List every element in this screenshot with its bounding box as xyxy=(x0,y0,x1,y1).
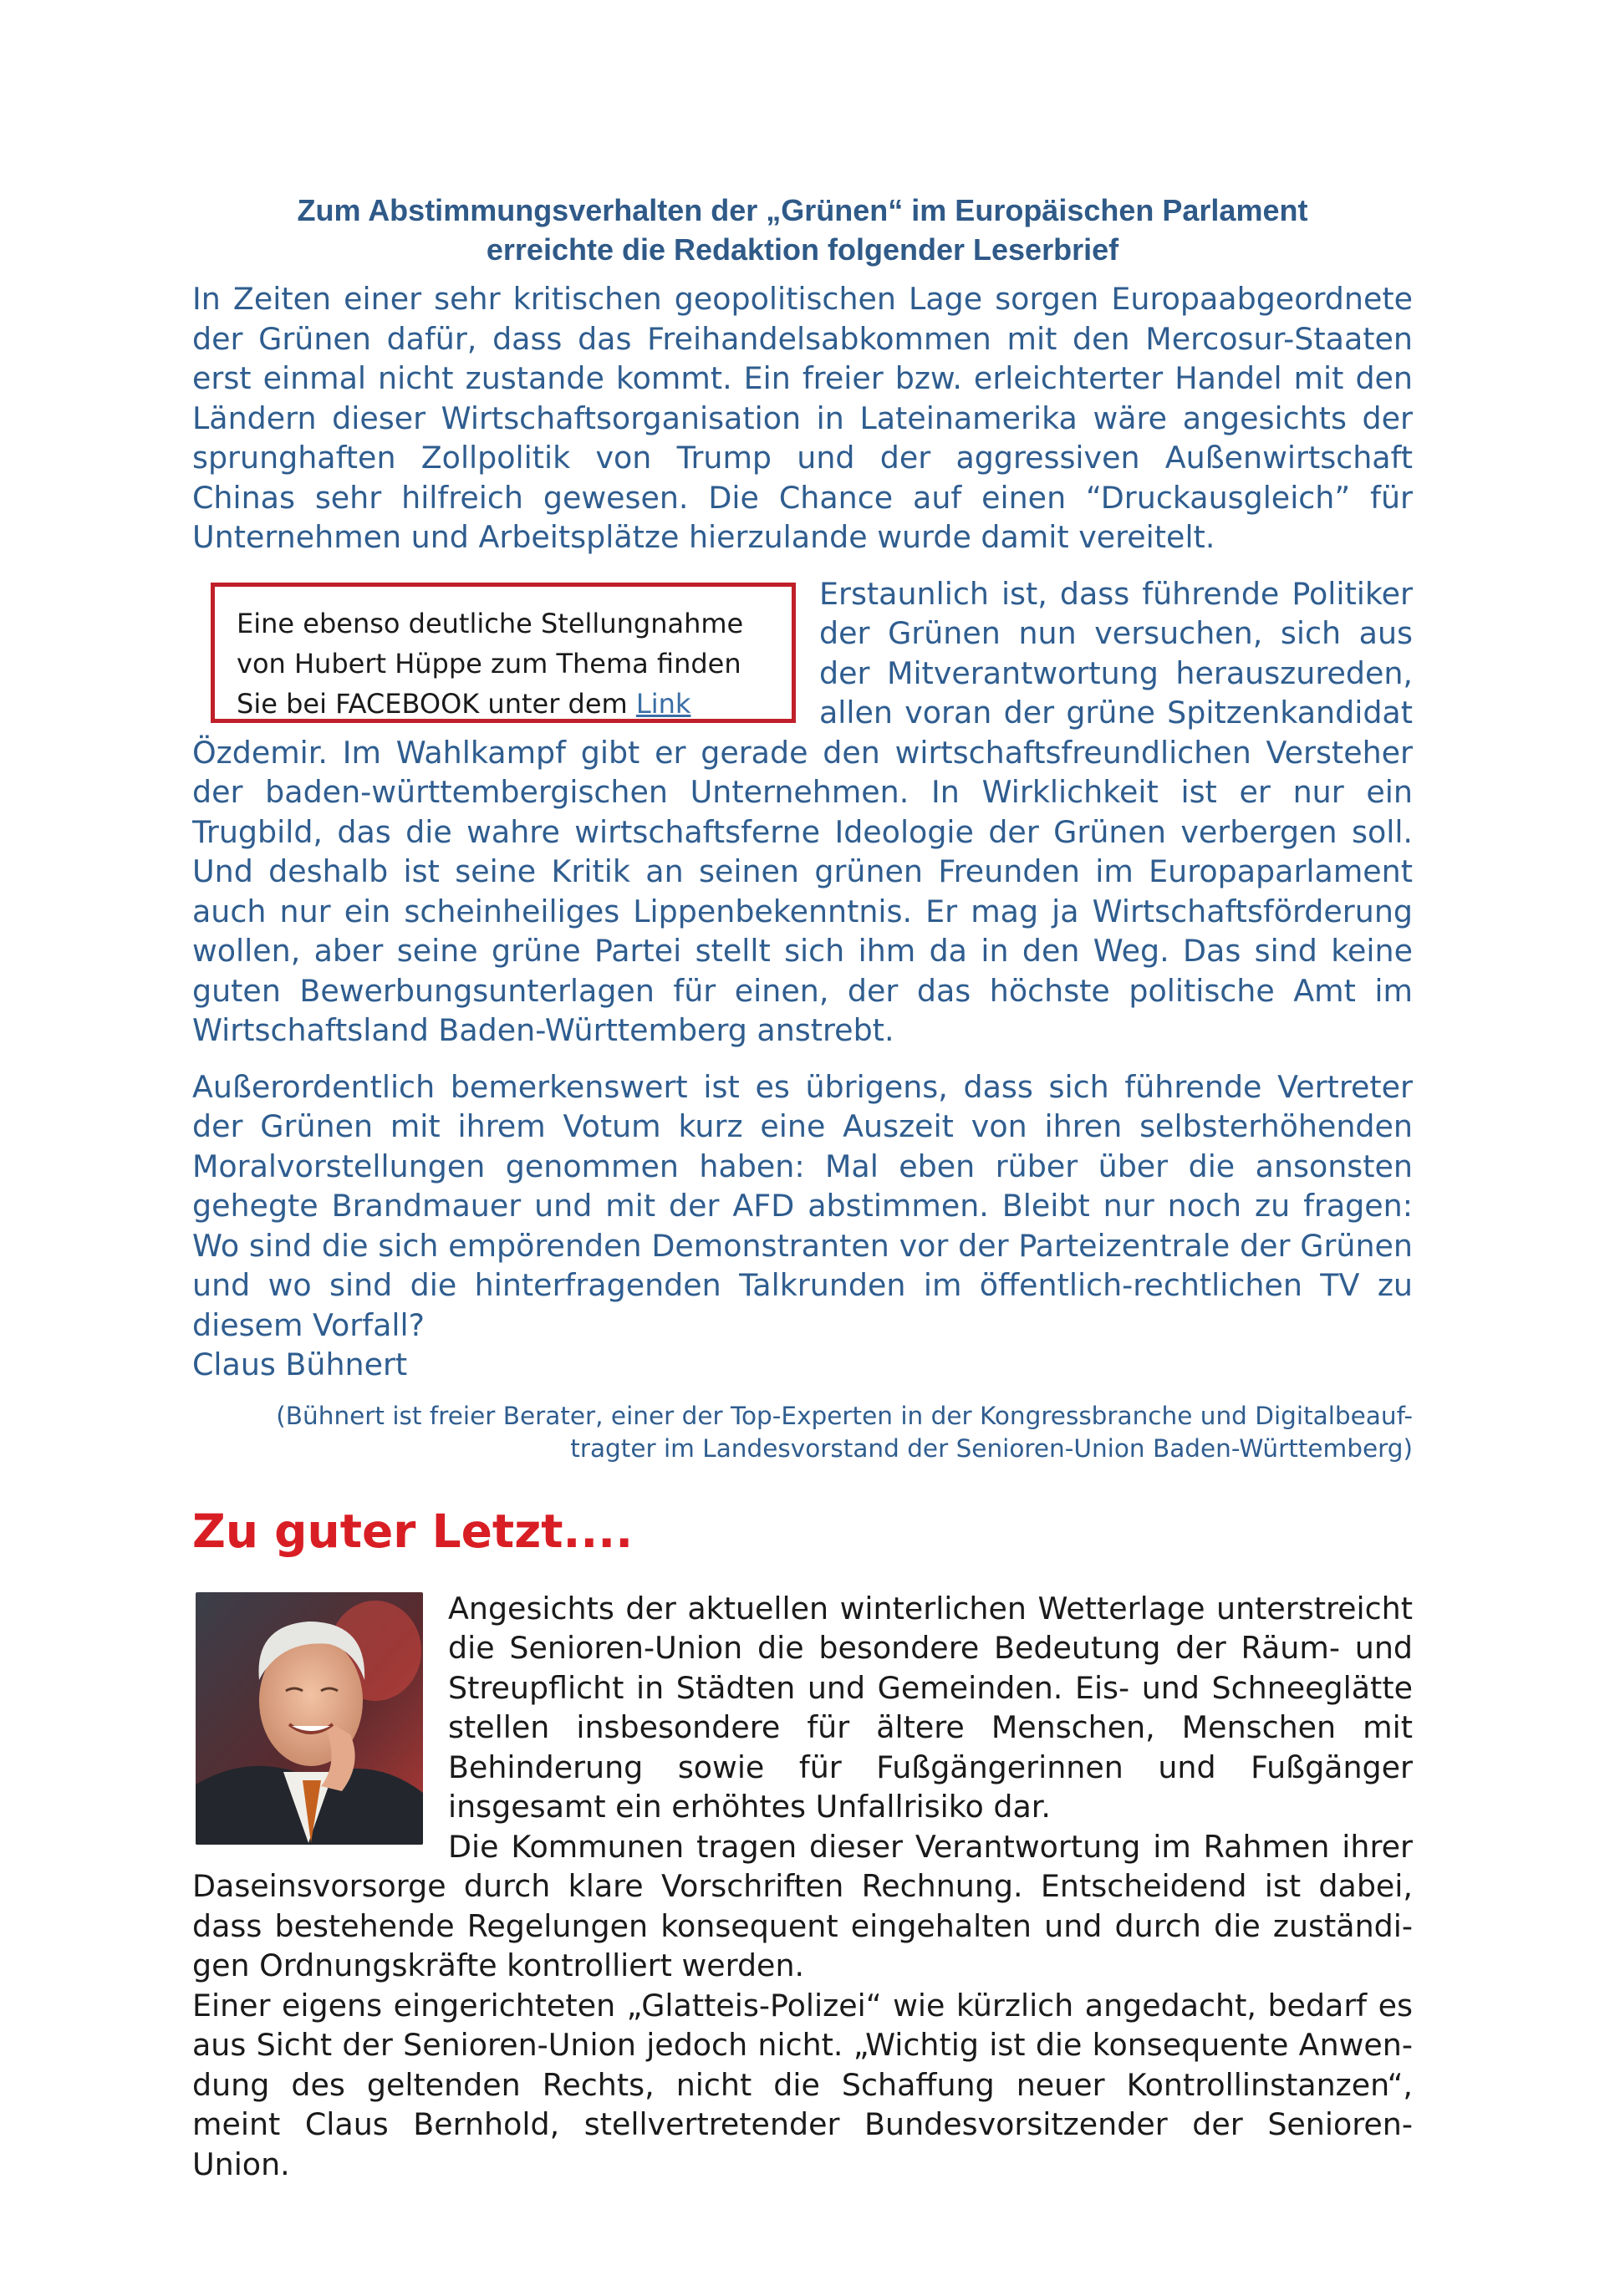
article-content xyxy=(192,191,1413,2184)
author-note-line-2: tragter im Landesvorstand der Senioren-Union Baden-Württemberg) xyxy=(570,1433,1413,1463)
headline-line-1: Zum Abstimmungsverhalten der „Grünen“ im Europäischen Parlament xyxy=(297,193,1308,227)
letter-paragraph-1: In Zeiten einer sehr kritischen geopolitischen Lage sorgen Europaabgeordnete der Grünen dafür, dass das Freihandelsabkommen mit den Mercosur-Staaten erst einmal nicht zustande kommt. Ein freier bzw. erleichterter Handel mit den Ländern dieser Wirtschaftsorganisation in Lateinamerika wäre angesichts der sprunghaften Zollpolitik von Trump und der aggressiven Außenwirtschaft Chinas sehr hilfreich gewesen. Die Chance auf einen “Druckausgleich” für Unternehmen und Arbeitsplätze hierzulande wurde damit vereitelt. xyxy=(192,281,1413,555)
closing-paragraph-2: Die Kommunen tragen dieser Verantwortung im Rahmen ihrer Daseinsvorsorge durch klare Vorschriften Rechnung. Entscheidend ist dabei, dass bestehende Regelungen konsequent eingehalten und durch die zuständigen Ordnungskräfte kontrolliert werden. xyxy=(192,1828,1413,1983)
closing-paragraph-1: Angesichts der aktuellen winterlichen Wetterlage unterstreicht die Senioren-Union die besondere Bedeutung der Räum- und Streupflicht in Städten und Gemeinden. Eis- und Schneeglätte stellen insbesondere für ältere Menschen, Menschen mit Behinderung sowie für Fußgängerinnen und Fußgänger insgesamt ein erhöhtes Unfallrisiko dar. xyxy=(448,1590,1413,1825)
letter-signature: Claus Bühnert xyxy=(192,1347,408,1382)
letter-headline xyxy=(192,191,1413,269)
callout-text: Eine ebenso deutliche Stellungnahme von Hubert Hüppe zum Thema finden Sie bei FACEBOOK unter dem xyxy=(237,607,744,720)
facebook-callout-box xyxy=(211,583,796,723)
facebook-link[interactable]: Link xyxy=(635,687,691,720)
closing-paragraph-3: Einer eigens eingerichteten „Glatteis-Polizei“ wie kürzlich angedacht, bedarf es aus Sicht der Senioren-Union jedoch nicht. „Wichtig ist die konsequente Anwendung des geltenden Rechts, nicht die Schaffung neuer Kontrollinstanzen“, meint Claus Bernhold, stellvertretender Bundesvorsitzender der Senioren-Union. xyxy=(192,1987,1413,2182)
author-note-line-1: (Bühnert ist freier Berater, einer der Top-Experten in der Kongressbranche und Digitalbeauf- xyxy=(276,1401,1413,1430)
headline-line-2: erreichte die Redaktion folgender Leserbrief xyxy=(486,232,1119,267)
portrait-photo xyxy=(196,1592,423,1845)
author-note xyxy=(192,1400,1413,1465)
letter-paragraph-2: Erstaunlich ist, dass führende Politiker der Grünen nun versuchen, sich aus der Mitverantwortung herauszureden, allen voran der grüne Spitzenkandidat Özdemir. Im Wahlkampf gibt er gerade den wirtschaftsfreundlichen Versteher der baden-württembergischen Unternehmen. In Wirklichkeit ist er nur ein Trugbild, das die wahre wirtschaftsferne Ideologie der Grünen verbergen soll. Und deshalb ist seine Kritik an seinen grünen Freunden im Europaparlament auch nur ein scheinheiliges Lippenbekenntnis. Er mag ja Wirtschaftsförderung wollen, aber seine grüne Partei stellt sich ihm da in den Weg. Das sind keine guten Bewerbungsunterlagen für einen, der das höchste politische Amt im Wirtschaftsland Baden-Württemberg anstrebt. xyxy=(192,575,1413,1048)
letter-paragraph-3: Außerordentlich bemerkenswert ist es übrigens, dass sich führende Vertreter der Grünen mit ihrem Votum kurz eine Auszeit von ihren selbsterhöhenden Moralvorstellungen genommen haben: Mal eben rüber über die ansonsten gehegte Brandmauer und mit der AFD abstimmen. Bleibt nur noch zu fragen: Wo sind die sich empörenden Demonstranten vor der Parteizentrale der Grünen und wo sind die hinterfragenden Talkrunden im öffentlich-rechtlichen TV zu diesem Vorfall? xyxy=(192,1068,1413,1343)
closing-section-title: Zu guter Letzt.... xyxy=(192,1504,634,1558)
